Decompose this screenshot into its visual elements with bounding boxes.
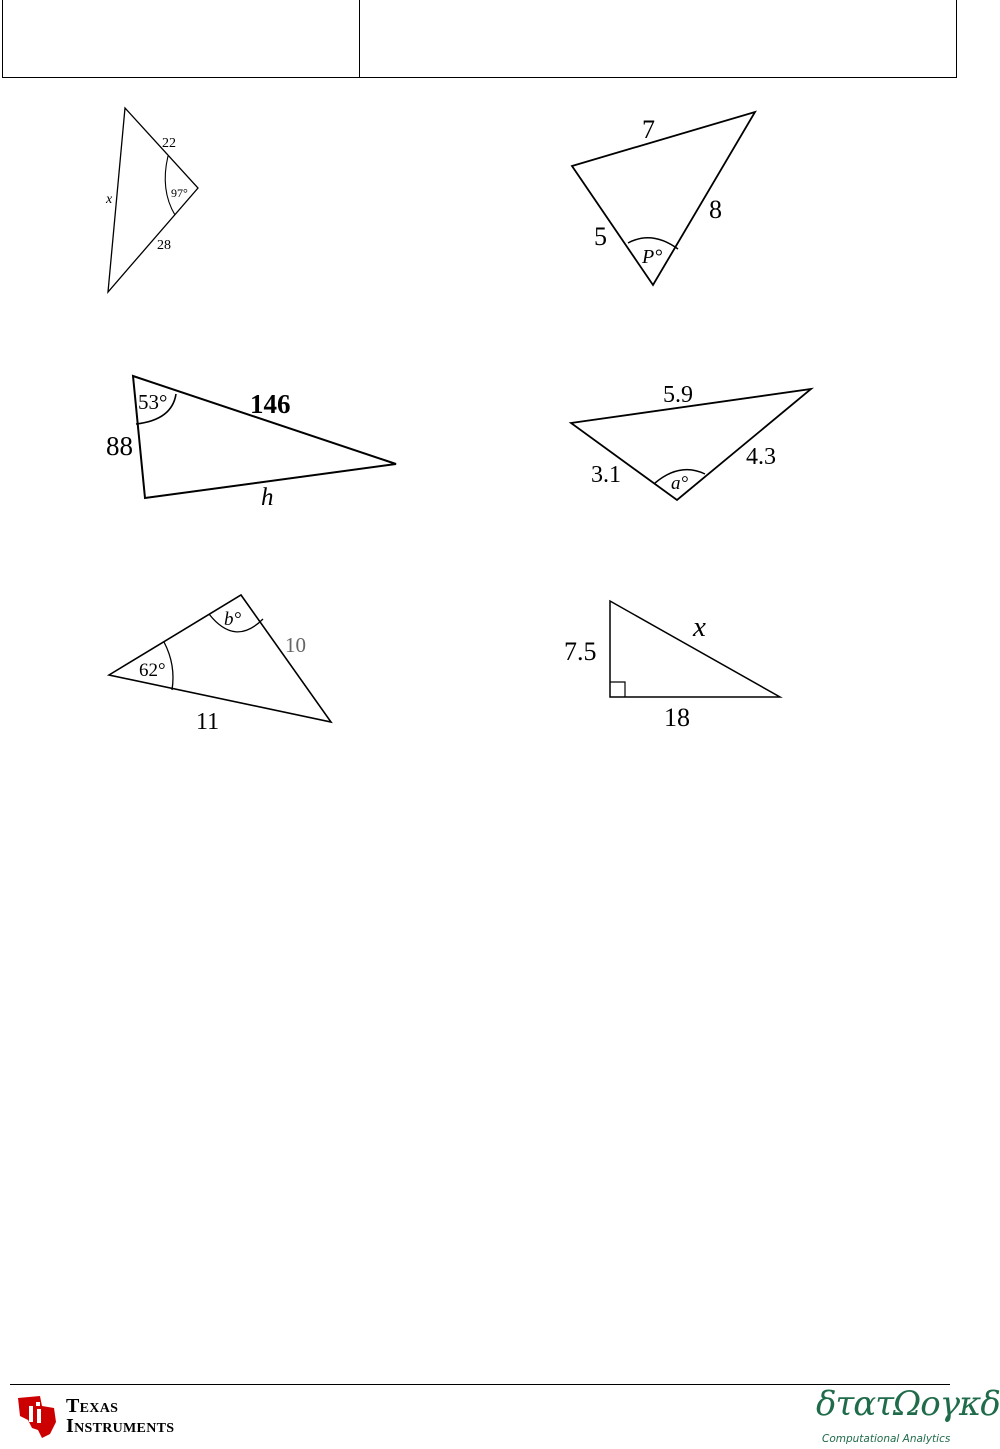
footer-rule bbox=[10, 1384, 950, 1385]
t1-side-left: x bbox=[106, 192, 113, 207]
t2-side-top: 7 bbox=[642, 115, 655, 144]
t2-side-left: 5 bbox=[594, 222, 607, 251]
t4-side-left: 3.1 bbox=[591, 462, 621, 488]
triangle-3 bbox=[106, 376, 396, 511]
t6-side-bottom: 18 bbox=[664, 703, 690, 732]
t1-side-top: 22 bbox=[162, 136, 176, 151]
t6-side-hyp: x bbox=[693, 611, 706, 643]
t6-side-left: 7.5 bbox=[564, 637, 597, 666]
t1-angle: 97° bbox=[171, 186, 188, 200]
t3-angle: 53° bbox=[138, 390, 168, 414]
t3-side-left: 88 bbox=[106, 431, 133, 461]
t4-angle: a° bbox=[671, 473, 689, 494]
t3-side-top: 146 bbox=[250, 389, 291, 419]
statwongk-logo-icon: δτατΩογκδ bbox=[816, 1384, 1000, 1424]
t1-side-bottom: 28 bbox=[157, 238, 171, 253]
t4-side-top: 5.9 bbox=[663, 382, 693, 408]
ti-line-1: Texas bbox=[66, 1395, 119, 1417]
triangle-2 bbox=[572, 112, 755, 285]
triangle-5 bbox=[109, 595, 331, 735]
t2-angle: P° bbox=[642, 246, 663, 268]
triangle-6 bbox=[564, 601, 780, 732]
ti-line-2: Instruments bbox=[66, 1415, 175, 1437]
statwongk-tagline: Computational Analytics bbox=[822, 1433, 951, 1445]
triangle-4 bbox=[571, 382, 811, 500]
t5-side-bottom: 11 bbox=[196, 709, 220, 735]
t2-side-right: 8 bbox=[709, 195, 722, 224]
ti-wordmark bbox=[66, 1396, 174, 1436]
t3-side-bottom: h bbox=[261, 484, 274, 511]
t4-side-right: 4.3 bbox=[746, 444, 776, 470]
triangle-1 bbox=[105, 108, 198, 292]
t5-angle-top: b° bbox=[224, 609, 242, 630]
t5-angle-left: 62° bbox=[139, 660, 166, 681]
t5-side-right: 10 bbox=[285, 633, 306, 657]
